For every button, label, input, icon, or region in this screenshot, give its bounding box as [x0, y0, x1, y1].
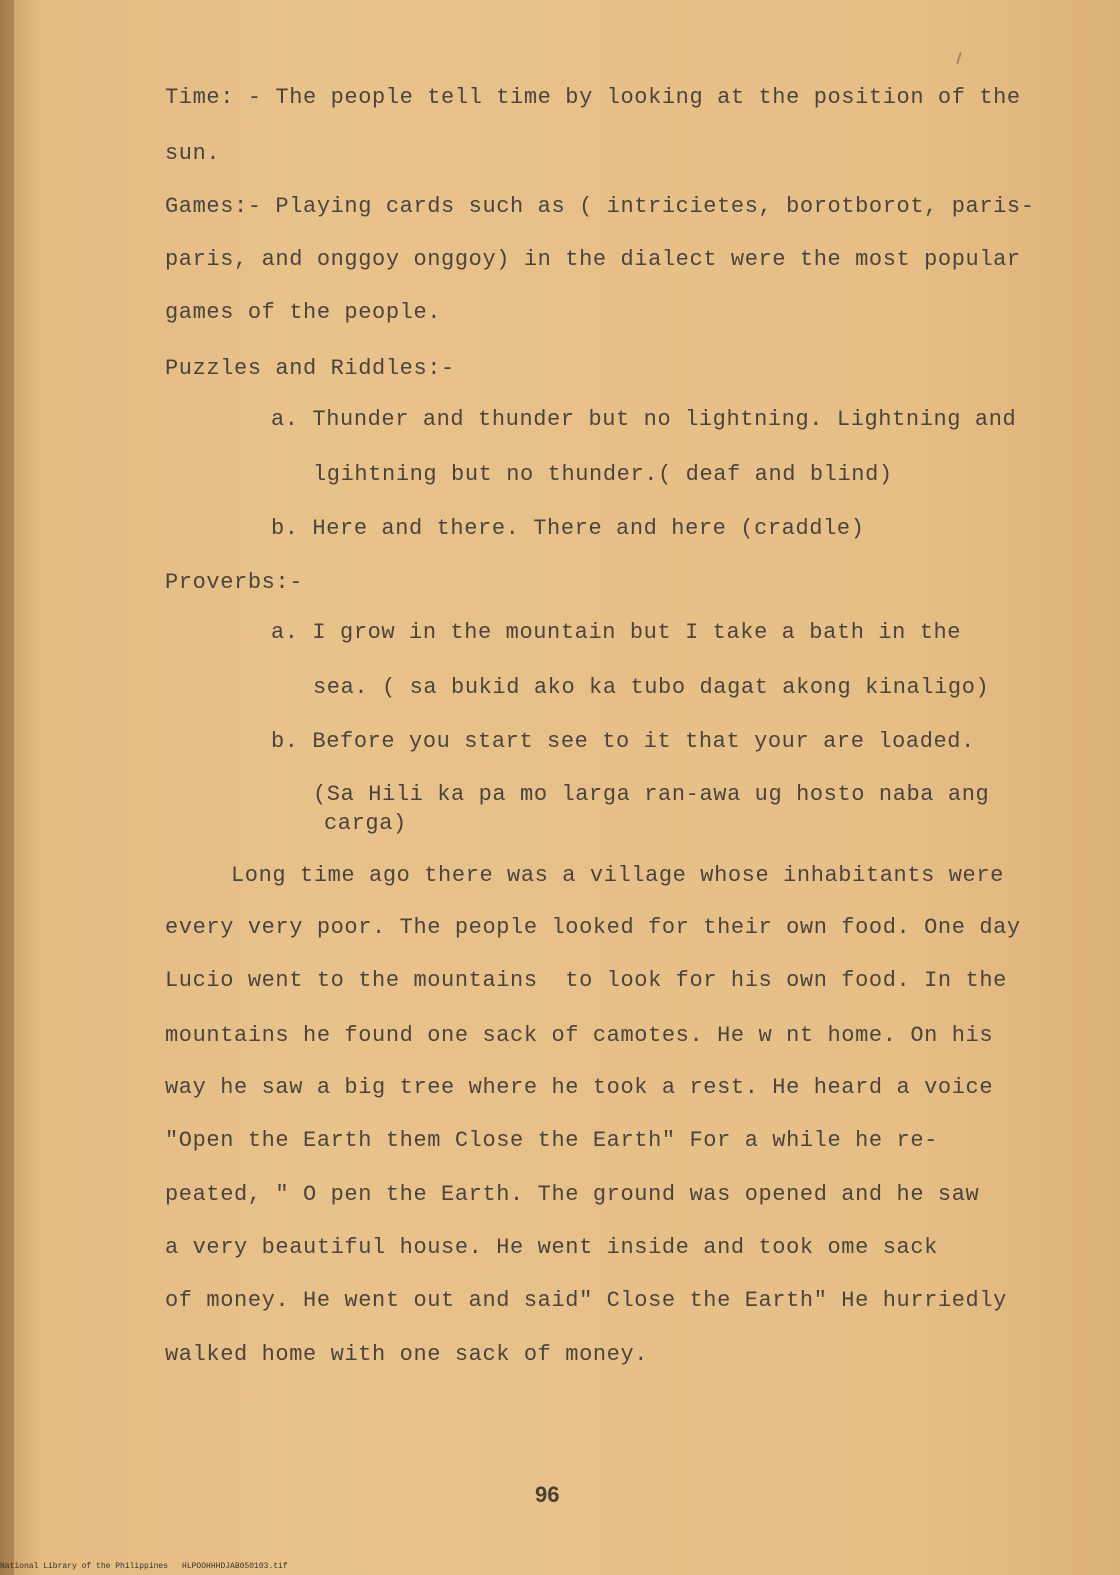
pencil-mark: [956, 52, 962, 64]
binding-shadow: [0, 0, 14, 1575]
text-line: Time: - The people tell time by looking at the position of the: [165, 85, 1021, 110]
text-line: a very beautiful house. He went inside and took ome sack: [165, 1235, 938, 1260]
text-line: walked home with one sack of money.: [165, 1342, 649, 1367]
scan-footer: [0, 1562, 288, 1571]
page-number: 96: [535, 1482, 560, 1507]
text-line: b. Here and there. There and here (craddle): [271, 516, 865, 541]
text-line: lgihtning but no thunder.( deaf and blind): [313, 462, 893, 487]
section-heading: Puzzles and Riddles:-: [165, 356, 455, 381]
section-heading: Proverbs:-: [165, 570, 304, 595]
text-line: b. Before you start see to it that your are loaded.: [271, 729, 975, 754]
text-line: of money. He went out and said" Close the Earth" He hurriedly: [165, 1288, 1007, 1313]
text-line: (Sa Hili ka pa mo larga ran-awa ug hosto naba ang: [313, 782, 990, 807]
text-line: games of the people.: [165, 300, 442, 325]
text-line: every very poor. The people looked for their own food. One day: [165, 915, 1021, 940]
text-line: paris, and onggoy onggoy) in the dialect were the most popular: [165, 247, 1021, 272]
text-line: Lucio went to the mountains to look for his own food. In the: [165, 968, 1007, 993]
footer-library: National Library of the Philippines: [0, 1562, 169, 1571]
text-line: a. I grow in the mountain but I take a bath in the: [271, 620, 962, 645]
text-line: sun.: [165, 141, 221, 166]
text-line: a. Thunder and thunder but no lightning. Lightning and: [271, 407, 1017, 432]
footer-filename: HLPOOHHHDJAB050103.tif: [182, 1562, 288, 1571]
text-line: "Open the Earth them Close the Earth" For a while he re-: [165, 1128, 938, 1153]
text-line: peated, " O pen the Earth. The ground was opened and he saw: [165, 1182, 980, 1207]
text-line: mountains he found one sack of camotes. He w nt home. On his: [165, 1023, 994, 1048]
text-line: way he saw a big tree where he took a rest. He heard a voice: [165, 1075, 994, 1100]
text-line: Long time ago there was a village whose inhabitants were: [231, 863, 1004, 888]
text-line: Games:- Playing cards such as ( intricietes, borotborot, paris-: [165, 194, 1035, 219]
text-line: carga): [324, 811, 407, 836]
text-line: sea. ( sa bukid ako ka tubo dagat akong kinaligo): [313, 675, 990, 700]
